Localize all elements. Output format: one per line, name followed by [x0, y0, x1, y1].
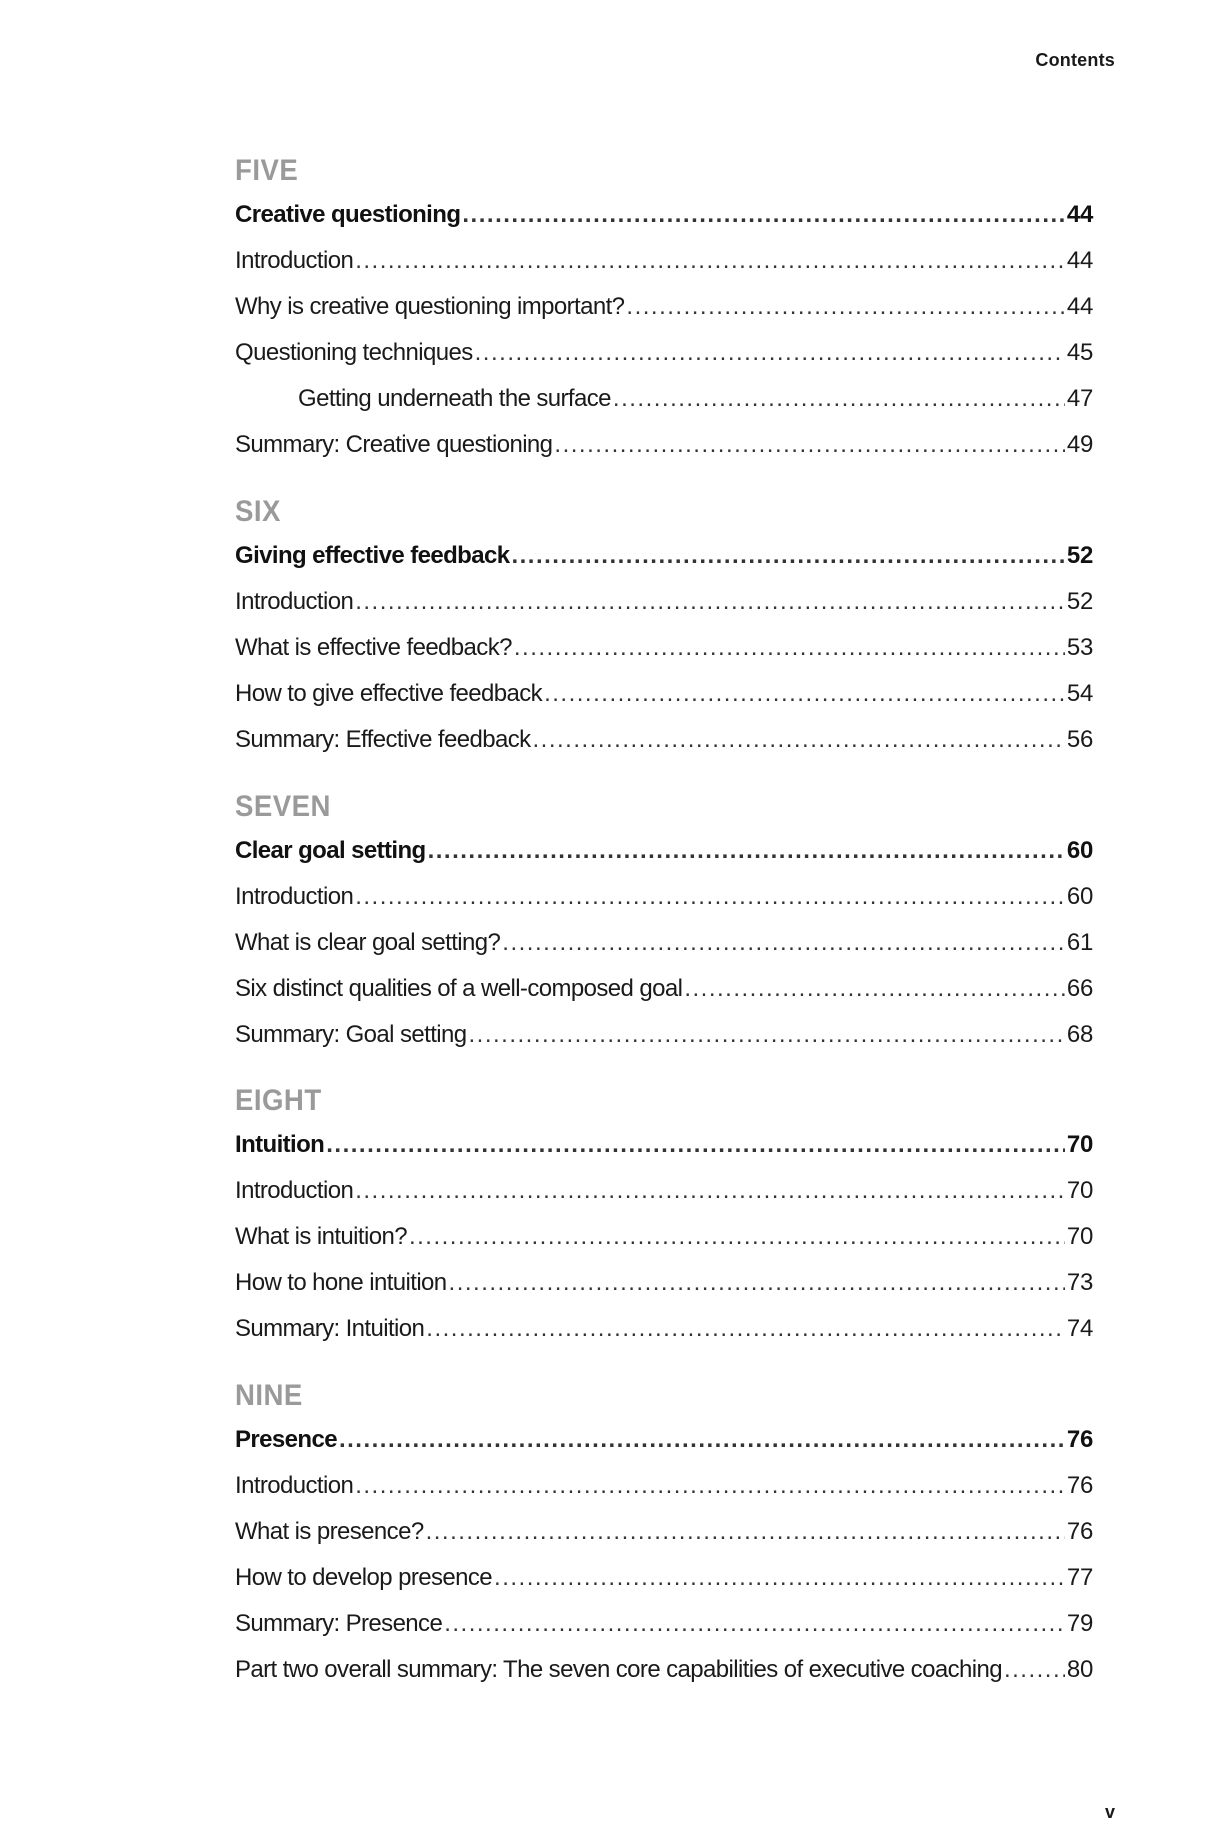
toc-page-number: 70	[1066, 1223, 1093, 1250]
dot-leader	[626, 284, 1064, 330]
toc-page-number: 44	[1066, 201, 1093, 228]
dot-leader	[326, 1122, 1065, 1168]
toc-entry[interactable]	[235, 874, 1093, 920]
chapter-number: EIGHT	[235, 1084, 322, 1117]
toc-entry-label: What is intuition?	[235, 1223, 407, 1250]
toc-page-number: 73	[1066, 1269, 1093, 1296]
toc-entry-label: How to give effective feedback	[235, 680, 543, 707]
toc-page-number: 74	[1066, 1315, 1093, 1342]
chapter-five	[235, 150, 1093, 468]
toc-entry-label: Summary: Intuition	[235, 1315, 425, 1342]
chapter-number: FIVE	[235, 154, 299, 187]
toc-entry-label: How to hone intuition	[235, 1269, 447, 1296]
toc-entry[interactable]	[235, 1647, 1093, 1693]
dot-leader	[355, 579, 1065, 625]
toc-subentry[interactable]	[235, 376, 1093, 422]
toc-entry[interactable]	[235, 625, 1093, 671]
page-number-footer: v	[1104, 1802, 1115, 1822]
toc-page-number: 66	[1066, 975, 1093, 1002]
toc-page-number: 53	[1066, 634, 1093, 661]
toc-entry-label: How to develop presence	[235, 1564, 493, 1591]
toc-entry[interactable]	[235, 330, 1093, 376]
toc-page-number: 49	[1066, 431, 1093, 458]
chapter-nine	[235, 1375, 1093, 1693]
toc-entry[interactable]	[235, 284, 1093, 330]
toc-entry-label: What is clear goal setting?	[235, 929, 501, 956]
toc-entry-label: Questioning techniques	[235, 339, 473, 366]
toc-chapter-title[interactable]	[235, 1417, 1093, 1463]
toc-page-number: 68	[1066, 1021, 1093, 1048]
dot-leader	[444, 1601, 1065, 1647]
dot-leader	[544, 671, 1065, 717]
dot-leader	[355, 874, 1065, 920]
dot-leader	[426, 1509, 1065, 1555]
toc-entry-label: Giving effective feedback	[235, 542, 510, 569]
chapter-eight	[235, 1080, 1093, 1352]
toc-entry-label: Clear goal setting	[235, 837, 426, 864]
toc-entry[interactable]	[235, 717, 1093, 763]
toc-entry-label: Six distinct qualities of a well-composed goal	[235, 975, 683, 1002]
toc-page-number: 76	[1066, 1472, 1093, 1499]
toc-page-number: 52	[1066, 588, 1093, 615]
toc-entry-label: Introduction	[235, 588, 354, 615]
toc-chapter-title[interactable]	[235, 828, 1093, 874]
toc-page-number: 79	[1066, 1610, 1093, 1637]
toc-entry-label: Getting underneath the surface	[298, 385, 611, 412]
dot-leader	[684, 966, 1065, 1012]
toc-entry[interactable]	[235, 1260, 1093, 1306]
toc-page-number: 61	[1066, 929, 1093, 956]
toc-page-number: 44	[1066, 293, 1093, 320]
toc-entry[interactable]	[235, 1463, 1093, 1509]
running-head: Contents	[1035, 50, 1115, 70]
toc-page-number: 47	[1066, 385, 1093, 412]
toc-entry-label: Introduction	[235, 1472, 354, 1499]
dot-leader	[428, 828, 1065, 874]
toc-page-number: 54	[1066, 680, 1093, 707]
toc-entry[interactable]	[235, 671, 1093, 717]
toc-entry[interactable]	[235, 579, 1093, 625]
toc-page-number: 77	[1066, 1564, 1093, 1591]
chapter-six	[235, 491, 1093, 763]
toc-entry-label: Introduction	[235, 1177, 354, 1204]
toc-entry[interactable]	[235, 238, 1093, 284]
toc-page-number: 76	[1066, 1518, 1093, 1545]
chapter-number: SIX	[235, 495, 281, 528]
dot-leader	[475, 330, 1065, 376]
dot-leader	[502, 920, 1065, 966]
dot-leader	[469, 1012, 1065, 1058]
toc-entry[interactable]	[235, 920, 1093, 966]
toc-chapter-title[interactable]	[235, 533, 1093, 579]
toc-entry-label: Why is creative questioning important?	[235, 293, 625, 320]
dot-leader	[355, 238, 1065, 284]
dot-leader	[339, 1417, 1065, 1463]
toc-entry-label: Summary: Goal setting	[235, 1021, 467, 1048]
toc-entry[interactable]	[235, 1012, 1093, 1058]
toc-page-number: 52	[1066, 542, 1093, 569]
toc-entry[interactable]	[235, 966, 1093, 1012]
toc-page-number: 70	[1066, 1177, 1093, 1204]
toc-entry-label: Summary: Creative questioning	[235, 431, 553, 458]
toc-chapter-title[interactable]	[235, 1122, 1093, 1168]
dot-leader	[1004, 1647, 1065, 1693]
toc-entry-label: Introduction	[235, 247, 354, 274]
toc-entry[interactable]	[235, 1601, 1093, 1647]
toc-entry-label: Summary: Presence	[235, 1610, 443, 1637]
dot-leader	[514, 625, 1065, 671]
toc-page-number: 60	[1066, 883, 1093, 910]
toc-entry-label: Creative questioning	[235, 201, 461, 228]
chapter-number: NINE	[235, 1379, 303, 1412]
toc-entry[interactable]	[235, 1555, 1093, 1601]
toc-page-number: 76	[1066, 1426, 1093, 1453]
toc-entry[interactable]	[235, 1509, 1093, 1555]
dot-leader	[511, 533, 1064, 579]
toc-entry-label: What is presence?	[235, 1518, 424, 1545]
toc-page-number: 80	[1066, 1656, 1093, 1683]
toc-entry-label: Part two overall summary: The seven core capabilities of executive coaching	[235, 1656, 1002, 1683]
dot-leader	[494, 1555, 1065, 1601]
dot-leader	[554, 422, 1064, 468]
toc-entry[interactable]	[235, 1168, 1093, 1214]
toc-page-number: 60	[1066, 837, 1093, 864]
chapter-number: SEVEN	[235, 790, 331, 823]
toc-page-number: 45	[1066, 339, 1093, 366]
dot-leader	[355, 1168, 1065, 1214]
toc-page-number: 70	[1066, 1131, 1093, 1158]
toc-entry-label: Introduction	[235, 883, 354, 910]
dot-leader	[409, 1214, 1065, 1260]
dot-leader	[462, 192, 1065, 238]
toc-page-number: 56	[1066, 726, 1093, 753]
dot-leader	[355, 1463, 1065, 1509]
toc-entry-label: Presence	[235, 1426, 337, 1453]
toc-entry-label: Intuition	[235, 1131, 325, 1158]
toc-entry[interactable]	[235, 422, 1093, 468]
dot-leader	[449, 1260, 1065, 1306]
toc-entry-label: Summary: Effective feedback	[235, 726, 531, 753]
dot-leader	[613, 376, 1065, 422]
dot-leader	[533, 717, 1065, 763]
dot-leader	[426, 1306, 1065, 1352]
chapter-seven	[235, 786, 1093, 1058]
toc-entry-label: What is effective feedback?	[235, 634, 512, 661]
toc-entry[interactable]	[235, 1306, 1093, 1352]
toc-chapter-title[interactable]	[235, 192, 1093, 238]
toc-entry[interactable]	[235, 1214, 1093, 1260]
toc-page-number: 44	[1066, 247, 1093, 274]
